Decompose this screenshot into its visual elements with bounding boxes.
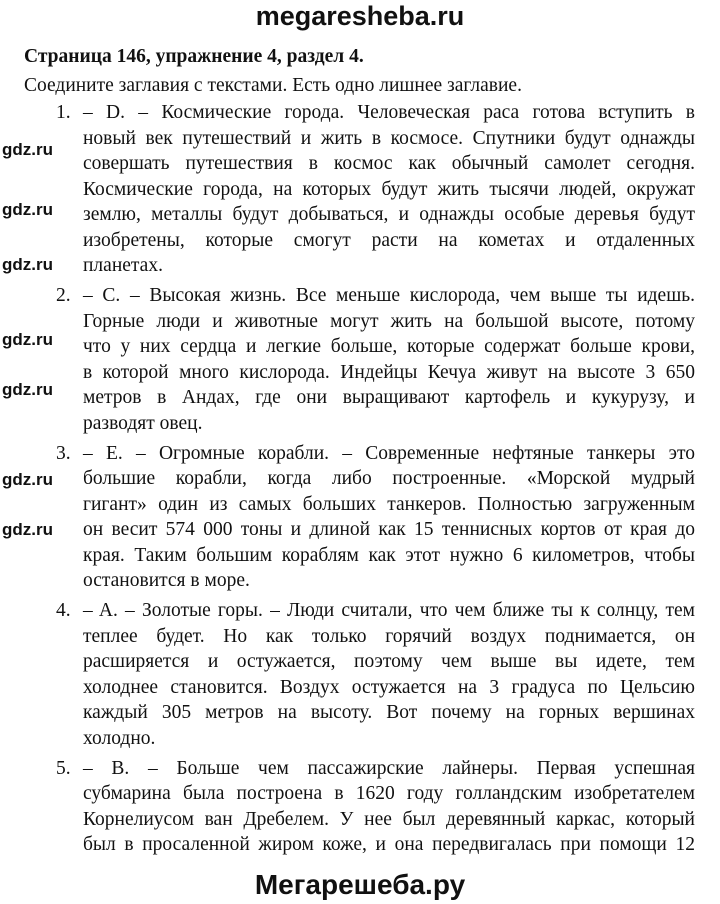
list-item — [0, 756, 720, 858]
text-line: остановится в море. — [83, 570, 250, 591]
text-line: края. Таким большим кораблям как этот нужно 6 километров, чтобы — [83, 544, 695, 566]
text-line: субмарина была построена в 1620 году голландским изобретателем — [83, 783, 695, 804]
list-item — [0, 283, 720, 436]
site-footer: Мегарешеба.ру — [254, 869, 466, 900]
list-item — [0, 441, 720, 594]
text-line: – D. – Космические города. Человеческая раса готова вступить в — [83, 102, 695, 123]
list-item — [0, 100, 720, 279]
text-line: – A. – Золотые горы. – Люди считали, что чем ближе ты к солнцу, тем — [83, 600, 695, 621]
text-line: новый век путешествий и жить в космосе. Спутники будут однажды — [83, 127, 695, 149]
text-line: Горные люди и животные могут жить на большой высоте, потому — [83, 310, 695, 332]
text-line: – E. – Огромные корабли. – Современные нефтяные танкеры это — [83, 442, 695, 464]
text-line: холодно. — [83, 727, 156, 749]
item-text — [83, 441, 695, 594]
text-line: расширяется и остужается, поэтому чем выше вы идете, тем — [83, 651, 695, 672]
text-line: планетах. — [83, 255, 163, 276]
answer-list — [0, 100, 720, 862]
text-line: каждый 305 метров на высоту. Вот почему на горных вершинах — [83, 702, 695, 723]
text-line: – B. – Больше чем пассажирские лайнеры. Первая успешная — [83, 757, 695, 779]
item-number: 1. — [56, 102, 71, 123]
list-item — [0, 598, 720, 751]
text-line: – C. – Высокая жизнь. Все меньше кислорода, чем выше ты идешь. — [83, 285, 695, 306]
text-line: землю, металлы будут добываться, и однажды особые деревья будут — [83, 204, 695, 225]
watermark: gdz.ru — [2, 255, 53, 274]
item-text — [83, 283, 695, 436]
watermark: gdz.ru — [2, 380, 53, 399]
text-line: в которой много кислорода. Индейцы Кечуа живут на высоте 3 650 — [83, 361, 695, 383]
item-number: 4. — [56, 600, 71, 621]
text-line: что у них сердца и легкие больше, которые содержат больше крови, — [83, 336, 695, 357]
site-header: megaresheba.ru — [255, 1, 465, 31]
item-text — [83, 756, 695, 858]
watermark: gdz.ru — [2, 140, 53, 159]
item-number: 5. — [56, 757, 71, 779]
watermark: gdz.ru — [2, 520, 53, 539]
text-line: Космические города, на которых будут жить тысячи людей, окружат — [83, 178, 695, 200]
item-text — [83, 100, 695, 279]
text-line: большие корабли, когда либо построенные. «Морской мудрый — [83, 468, 695, 489]
text-line: метров в Андах, где они выращивают картофель и кукурузу, и — [83, 387, 695, 408]
item-number: 3. — [56, 442, 71, 464]
watermark: gdz.ru — [2, 200, 53, 219]
text-line: был в просаленной жиром коже, и она передвигалась при помощи 12 — [83, 834, 695, 855]
page-title: Страница 146, упражнение 4, раздел 4. — [24, 46, 364, 67]
text-line: изобретены, которые смогут расти на кометах и отдаленных — [83, 229, 695, 251]
text-line: Корнелиусом ван Дребелем. У нее был деревянный каркас, который — [83, 808, 695, 830]
text-line: холоднее становится. Воздух остужается на 3 градуса по Цельсию — [83, 676, 695, 698]
text-line: разводят овец. — [83, 412, 203, 434]
text-line: совершать путешествия в космос как обычный самолет сегодня. — [83, 153, 695, 174]
text-line: он весит 574 000 тоны и длиной как 15 теннисных кортов от края до — [83, 519, 695, 540]
watermark: gdz.ru — [2, 470, 53, 489]
task-instruction: Соедините заглавия с текстами. Есть одно лишнее заглавие. — [24, 75, 522, 96]
watermark: gdz.ru — [2, 330, 53, 349]
text-line: гигант» один из самых больших танкеров. Полностью загруженным — [83, 493, 695, 515]
text-line: теплее будет. Но как только горячий воздух поднимается, он — [83, 625, 695, 647]
item-text — [83, 598, 695, 751]
item-number: 2. — [56, 285, 71, 306]
